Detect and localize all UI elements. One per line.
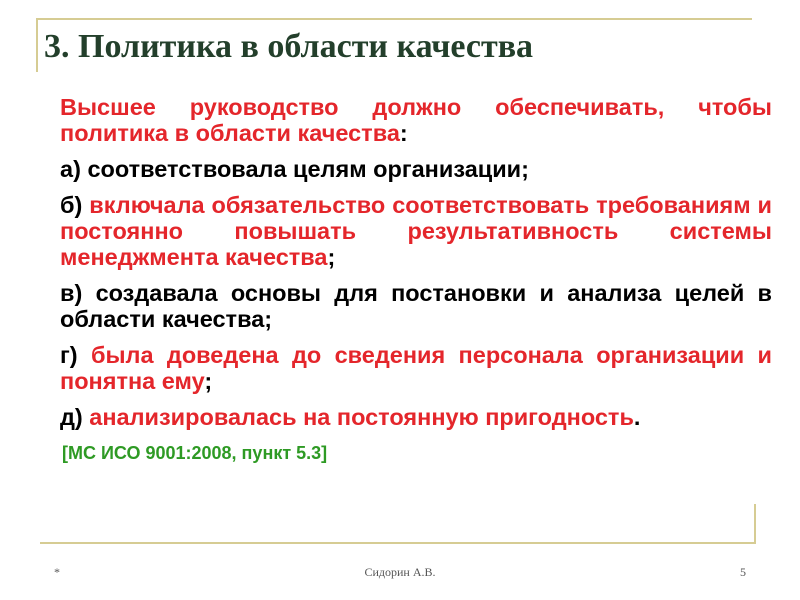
item-a-text: соответствовала целям организации; (87, 156, 529, 182)
item-e-prefix: д) (60, 404, 90, 430)
intro-tail: : (399, 120, 408, 146)
footer-author: Сидорин А.В. (364, 565, 436, 579)
intro-paragraph (60, 94, 772, 146)
standard-reference: [МС ИСО 9001:2008, пункт 5.3] (62, 443, 328, 463)
item-c (60, 280, 772, 332)
bottom-rule (40, 542, 756, 544)
right-rule (754, 504, 756, 544)
item-d-tail: ; (204, 368, 213, 394)
intro-text: Высшее руководство должно обеспечивать, чтобы политика в области качества (60, 94, 772, 146)
top-rule (36, 18, 752, 20)
item-b-tail: ; (327, 244, 336, 270)
left-rule (36, 18, 38, 72)
item-b-prefix: б) (60, 192, 90, 218)
item-e-text: анализировалась на постоянную пригодность (89, 404, 634, 430)
item-c-prefix: в) (60, 280, 96, 306)
item-d (60, 342, 772, 394)
slide-content (60, 94, 772, 464)
item-e (60, 404, 772, 430)
page-number: 5 (740, 565, 746, 579)
item-a-prefix: а) (60, 156, 88, 182)
footer-left: * (54, 565, 60, 579)
item-d-prefix: г) (60, 342, 91, 368)
item-e-tail: . (633, 404, 641, 430)
slide-title: 3. Политика в области качества (44, 28, 534, 65)
item-a (60, 156, 772, 182)
item-c-text: создавала основы для постановки и анализа целей в области качества; (60, 280, 772, 332)
item-b-text: включала обязательство соответствовать требованиям и постоянно повышать результативность системы менеджмента качества (60, 192, 772, 270)
item-d-text: была доведена до сведения персонала организации и понятна ему (60, 342, 772, 394)
item-b (60, 192, 772, 270)
